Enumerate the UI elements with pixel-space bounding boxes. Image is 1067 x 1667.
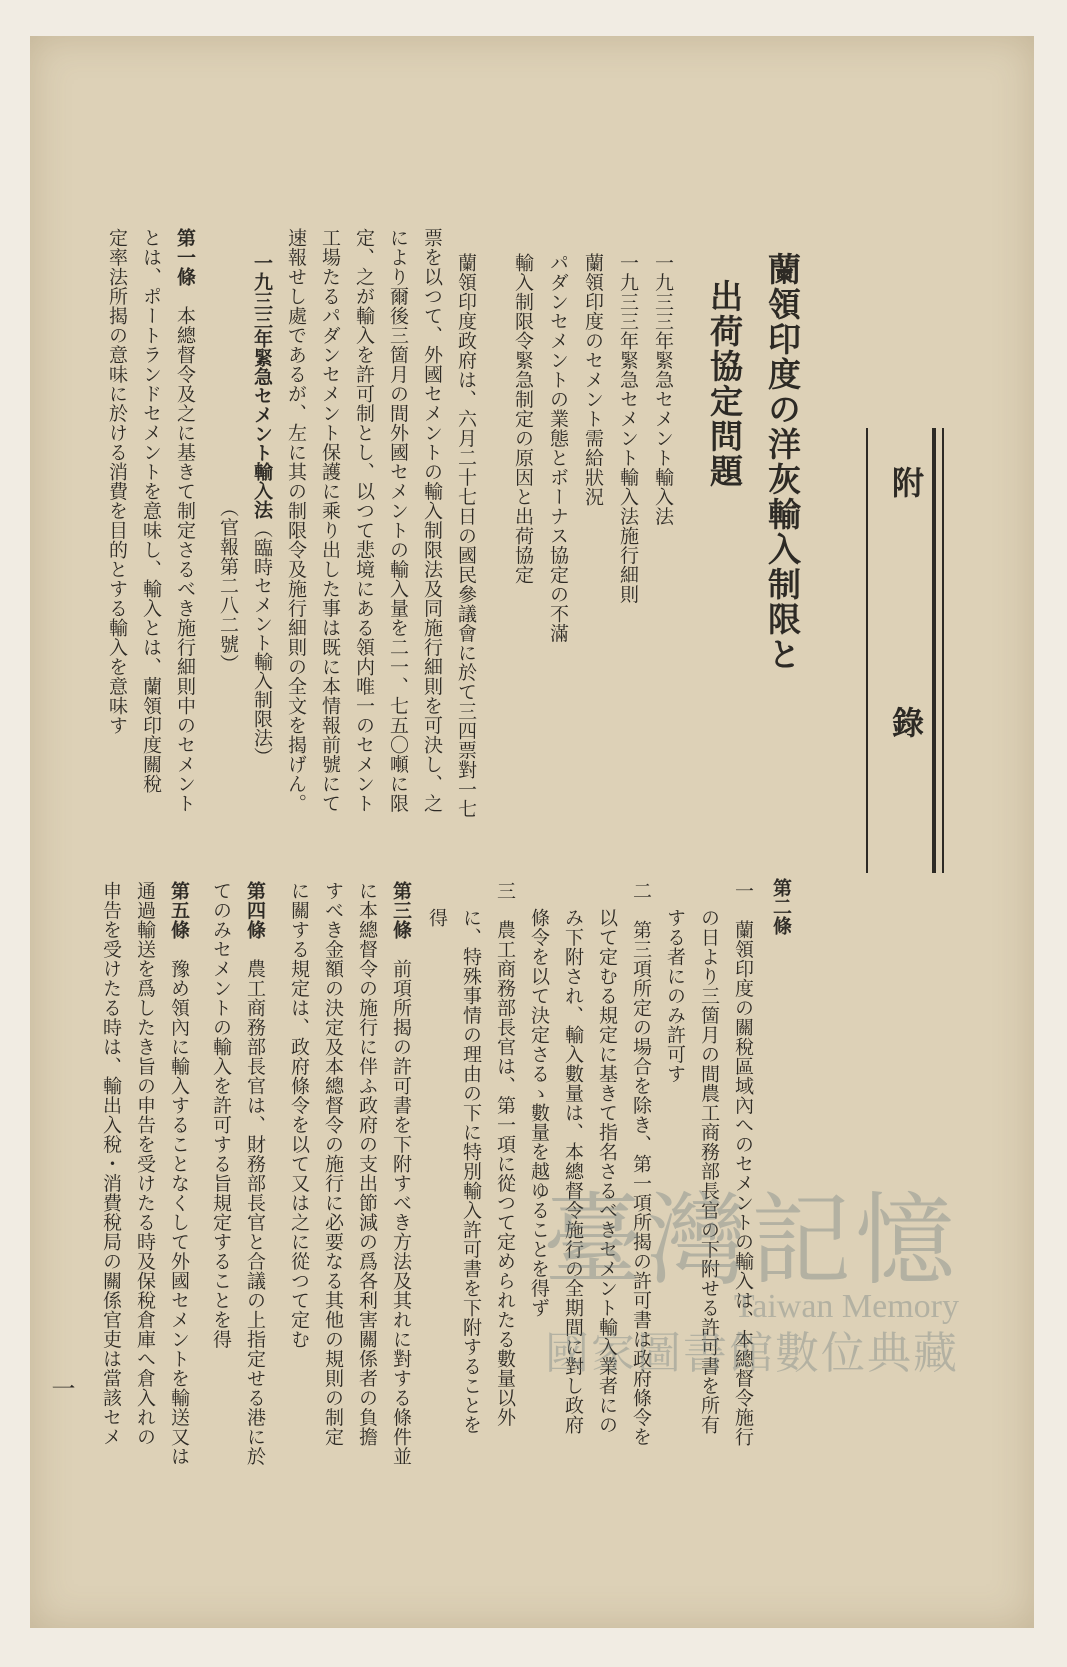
article-5-label: 第五條 — [168, 881, 190, 940]
article-5-line-3: 申告を受けたる時は、輸出入稅・消費稅局の關係官吏は當該セメ — [100, 881, 122, 1447]
law-subtitle: （臨時セメント輸入制限法） — [251, 519, 273, 766]
appendix-rule-thin — [942, 428, 944, 873]
intro-line-4: 定、之が輸入を許可制とし、以つて悲境にある領内唯一のセメント — [353, 228, 375, 813]
article-2-line-9: に、特殊事情の理由の下に特別輸入許可書を下附することを — [460, 908, 482, 1435]
document-page — [30, 36, 1034, 1628]
article-title-line-2: 出荷協定問題 — [705, 279, 744, 489]
article-1-line-1 — [172, 228, 198, 813]
appendix-label-1: 附 — [887, 466, 925, 498]
watermark-english: Taiwan Memory — [733, 1288, 959, 1325]
appendix-label-2: 錄 — [887, 706, 925, 738]
contents-item-3: 蘭領印度のセメント需給狀況 — [582, 253, 604, 507]
article-1-line-2: とは、ポートランドセメントを意味し、輸入とは、蘭領印度關稅 — [140, 228, 162, 794]
intro-line-6: 速報せし處であるが、左に其の制限令及施行細則の全文を揭げん。 — [285, 228, 307, 813]
article-3-line-4: に關する規定は、政府條令を以て又は之に從つて定む — [288, 881, 310, 1349]
article-2-line-10: 得 — [426, 908, 448, 928]
article-4-text-1: 農工商務部長官は、財務部長官と合議の上指定せる港に於 — [244, 959, 266, 1466]
article-2-line-6: み下附され、輸入數量は、本總督令施行の全期間に對し政府 — [562, 908, 584, 1435]
article-5-line-2: 通過輸送を爲したき旨の申告を受けたる時及保稅倉庫へ倉入れの — [134, 881, 156, 1447]
intro-line-2: 票を以つて、外國セメントの輸入制限法及同施行細則を可決し、之 — [421, 228, 443, 813]
law-title-text: 一九三三年緊急セメント輸入法 — [251, 253, 273, 519]
article-3-line-3: すべき金額の決定及本總督令の施行に必要なる其他の規則の制定 — [322, 881, 344, 1447]
contents-item-1: 一九三三年緊急セメント輸入法 — [652, 253, 674, 526]
article-3-line-1 — [388, 881, 414, 1466]
contents-item-4: パダンセメントの業態とボーナス協定の不滿 — [547, 253, 569, 643]
article-3-label: 第三條 — [390, 881, 412, 940]
article-3-text-1: 前項所揭の許可書を下附すべき方法及其れに對する條件並 — [390, 959, 412, 1466]
article-1-text-1: 本總督令及之に基きて制定さるべき施行細則中のセメント — [174, 306, 196, 813]
watermark-chinese: 國家圖書館數位典藏 — [545, 1328, 959, 1379]
article-3-line-2: に本總督令の施行に伴ふ政府の支出節減の爲各利害關係者の負擔 — [356, 881, 378, 1447]
article-2-line-3: する者にのみ許可す — [664, 908, 686, 1084]
appendix-rule-left — [866, 428, 868, 873]
article-title-line-1: 蘭領印度の洋灰輸入制限と — [763, 252, 802, 672]
article-2-line-8: 三 農工商務部長官は、第一項に從つて定められたる數量以外 — [494, 881, 516, 1427]
article-2-label: 第二條 — [770, 878, 792, 935]
article-1-line-3: 定率法所揭の意味に於ける消費を目的とする輸入を意味す — [106, 228, 128, 735]
article-4-label: 第四條 — [244, 881, 266, 940]
article-2-line-5: 以て定むる規定に基きて指名さるべきセメント輸入業者にの — [596, 908, 618, 1435]
law-gazette: （官報第二八二號） — [217, 498, 239, 674]
appendix-rule-thick — [932, 428, 936, 873]
article-2-line-7: 條令を以て決定さるゝ數量を越ゆることを得ず — [528, 908, 550, 1318]
article-2-line-1: 一 蘭領印度の關稅區域內へのセメントの輸入は、本總督令施行 — [732, 881, 754, 1447]
intro-line-3: により爾後三箇月の間外國セメントの輸入量を二一、七五〇噸に限 — [387, 228, 409, 813]
contents-item-2: 一九三三年緊急セメント輸入法施行細則 — [617, 253, 639, 604]
intro-line-1: 蘭領印度政府は、六月二十七日の國民參議會に於て三四票對一七 — [455, 253, 477, 819]
contents-item-5: 輸入制限令緊急制定の原因と出荷協定 — [512, 253, 534, 585]
intro-line-5: 工場たるパダンセメント保護に乘り出した事は既に本情報前號にて — [319, 228, 341, 813]
article-2-line-2: の日より三箇月の間農工商務部長官の下附せる許可書を所有 — [698, 908, 720, 1435]
article-4-line-1 — [242, 881, 268, 1466]
article-5-text-1: 豫め領內に輸入することなくして外國セメントを輸送又は — [168, 959, 190, 1466]
watermark-mark: 臺灣記憶 — [543, 1182, 959, 1299]
watermark — [543, 1182, 959, 1382]
law-title — [249, 253, 275, 766]
article-5-line-1 — [166, 881, 192, 1466]
page-number: 一 — [47, 1376, 75, 1401]
article-4-line-2: てのみセメントの輸入を許可する旨規定することを得 — [210, 881, 232, 1349]
article-1-label: 第一條 — [174, 228, 196, 287]
article-2-line-4: 二 第三項所定の場合を除き、第一項所揭の許可書は政府條令を — [630, 881, 652, 1447]
